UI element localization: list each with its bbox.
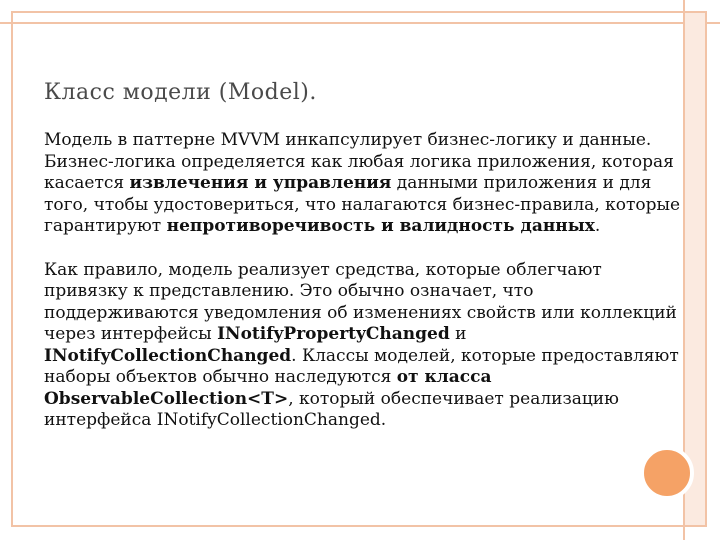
decorative-line-top — [0, 22, 720, 24]
slide-body — [44, 130, 684, 432]
paragraph-1 — [44, 130, 684, 238]
text-run: . Классы моделей, которые предоставляют наборы объектов обычно наследуются — [44, 345, 679, 387]
text-run: данными приложения и для того, чтобы удостовериться, что налагаются бизнес-правила, которые гарантируют — [44, 173, 681, 236]
text-run: и — [449, 324, 467, 344]
text-run: Как правило, модель реализует средства, которые облегчают привязку к представлению. Это обычно означает, что поддерживаются уведомления об изменениях свойств или коллекций через интерфейсы — [44, 259, 677, 344]
bold-run: непротиворечивость и валидность данных — [166, 216, 595, 236]
bold-run: от класса ObservableCollection<T> — [44, 367, 492, 409]
text-run: Модель в паттерне MVVM инкапсулирует бизнес-логику и данные. Бизнес-логика определяется как любая логика приложения, которая касается — [44, 130, 674, 193]
decorative-sidebar — [685, 13, 705, 525]
paragraph-2 — [44, 260, 684, 432]
decorative-circle — [640, 446, 694, 500]
slide-title: Класс модели (Model). — [44, 80, 317, 105]
text-run: . — [594, 216, 601, 236]
text-run: , который обеспечивает реализацию интерфейса INotifyCollectionChanged. — [44, 388, 619, 430]
bold-run: INotifyPropertyChanged — [217, 324, 450, 344]
bold-run: извлечения и управления — [129, 173, 392, 193]
bold-run: INotifyCollectionChanged — [44, 345, 292, 366]
